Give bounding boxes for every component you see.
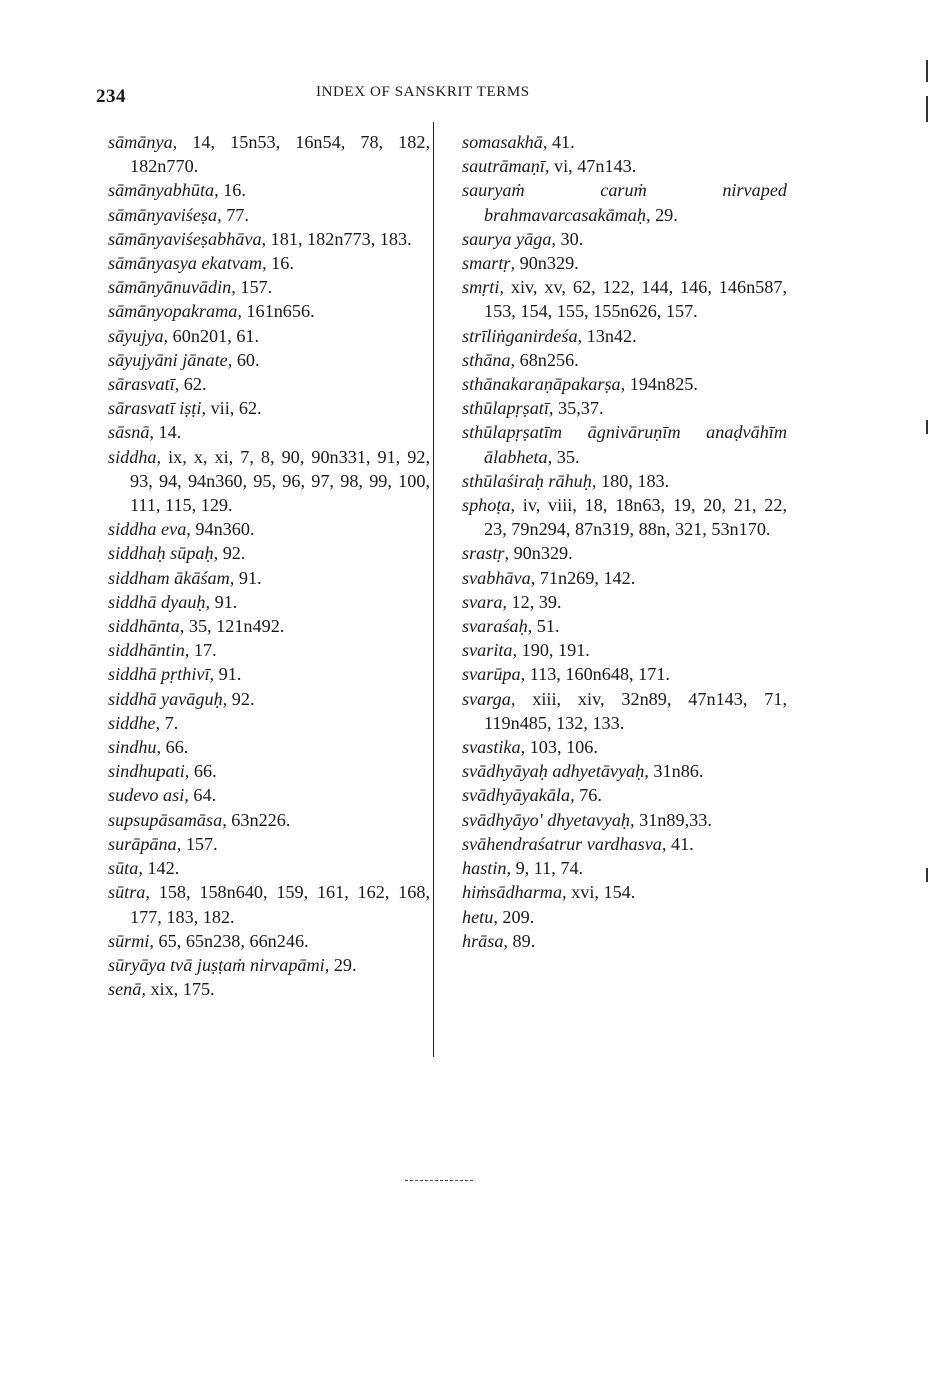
index-term: hastin, bbox=[462, 858, 512, 879]
index-refs: 60n201, 61. bbox=[168, 325, 260, 346]
index-term: sthūlapṛṣatī, bbox=[462, 398, 554, 419]
index-term: sāmānyasya ekatvam, bbox=[108, 253, 267, 274]
index-term: saurya yāga, bbox=[462, 228, 556, 249]
index-term: smṛti, bbox=[462, 277, 504, 298]
index-refs: 158, 158n640, 159, 161, 162, 168, 177, 183, 182. bbox=[130, 882, 430, 927]
index-refs: 14, 15n53, 16n54, 78, 182, 182n770. bbox=[130, 132, 430, 177]
index-refs: 64. bbox=[188, 785, 217, 806]
index-refs: 91. bbox=[234, 567, 262, 588]
index-term: surāpāna, bbox=[108, 833, 182, 854]
page-number: 234 bbox=[96, 86, 126, 107]
index-term: sudevo asi, bbox=[108, 785, 189, 806]
index-refs: 7. bbox=[160, 712, 179, 733]
index-refs: 35, 121n492. bbox=[184, 616, 285, 637]
index-refs: 35. bbox=[552, 446, 580, 467]
index-term: sindhupati, bbox=[108, 761, 190, 782]
index-refs: 14. bbox=[153, 422, 182, 443]
index-refs: 62. bbox=[179, 374, 207, 395]
index-entry bbox=[108, 880, 430, 928]
index-entry bbox=[108, 348, 430, 372]
index-entry bbox=[462, 154, 787, 178]
index-entry bbox=[462, 324, 787, 348]
index-refs: 91. bbox=[214, 664, 242, 685]
index-entry bbox=[108, 662, 430, 686]
index-entry bbox=[108, 566, 430, 590]
index-entry bbox=[108, 711, 430, 735]
index-refs: 71n269, 142. bbox=[535, 567, 636, 588]
index-entry bbox=[108, 783, 430, 807]
index-refs: 190, 191. bbox=[517, 640, 590, 661]
index-term: supsupāsamāsa, bbox=[108, 809, 227, 830]
index-entry bbox=[462, 566, 787, 590]
index-refs: 12, 39. bbox=[506, 591, 562, 612]
index-entry bbox=[108, 735, 430, 759]
index-refs: 66. bbox=[189, 761, 217, 782]
index-refs: 103, 106. bbox=[525, 737, 598, 758]
index-entry bbox=[108, 203, 430, 227]
index-entry bbox=[108, 856, 430, 880]
index-refs: 31n89,33. bbox=[634, 809, 712, 830]
index-term: sindhu, bbox=[108, 737, 162, 758]
index-term: siddham ākāśam, bbox=[108, 567, 235, 588]
index-term: sāmānyabhūta, bbox=[108, 180, 219, 201]
index-term: sūrmi, bbox=[108, 930, 154, 951]
index-refs: ix, x, xi, 7, 8, 90, 90n331, 91, 92, 93, 94, 94n360, 95, 96, 97, 98, 99, 100, 111, 115, 129. bbox=[130, 446, 430, 516]
footer-rule bbox=[405, 1180, 473, 1182]
index-refs: 157. bbox=[235, 277, 273, 298]
index-entry bbox=[462, 638, 787, 662]
scan-edge-mark bbox=[926, 60, 928, 82]
index-term: senā, bbox=[108, 979, 146, 1000]
index-entry bbox=[108, 517, 430, 541]
index-term: siddhāntin, bbox=[108, 640, 190, 661]
index-refs: xiii, xiv, 32n89, 47n143, 71, 119n485, 132, 133. bbox=[484, 688, 787, 733]
index-refs: 16. bbox=[266, 253, 294, 274]
index-entry bbox=[462, 420, 787, 468]
index-entry bbox=[108, 614, 430, 638]
index-term: svādhyāyo' dhyetavyaḥ, bbox=[462, 809, 635, 830]
index-refs: 51. bbox=[532, 616, 560, 637]
index-refs: 92. bbox=[218, 543, 246, 564]
index-refs: 92. bbox=[227, 688, 255, 709]
index-refs: 13n42. bbox=[582, 325, 637, 346]
index-term: sūta, bbox=[108, 858, 143, 879]
index-entry bbox=[462, 275, 787, 323]
index-refs: 60. bbox=[232, 349, 260, 370]
index-term: siddhā dyauḥ, bbox=[108, 591, 211, 612]
scan-edge-mark bbox=[926, 96, 928, 122]
index-refs: 68n256. bbox=[515, 349, 579, 370]
index-term: hiṁsādharma, bbox=[462, 882, 567, 903]
index-entry bbox=[462, 348, 787, 372]
index-term: siddha eva, bbox=[108, 519, 191, 540]
index-entry bbox=[108, 251, 430, 275]
index-term: sautrāmaṇī, bbox=[462, 156, 550, 177]
index-refs: vi, 47n143. bbox=[549, 156, 637, 177]
index-refs: 30. bbox=[555, 228, 584, 249]
index-entry bbox=[462, 662, 787, 686]
index-entry bbox=[462, 469, 787, 493]
index-entry bbox=[462, 856, 787, 880]
index-refs: 31n86. bbox=[648, 761, 704, 782]
index-entry bbox=[108, 372, 430, 396]
index-refs: 29. bbox=[650, 204, 678, 225]
scan-edge-mark bbox=[926, 868, 928, 882]
index-term: svarita, bbox=[462, 640, 518, 661]
index-term: sthānakaraṇāpakarṣa, bbox=[462, 374, 626, 395]
index-entry bbox=[462, 396, 787, 420]
index-entry bbox=[108, 420, 430, 444]
index-term: hetu, bbox=[462, 906, 498, 927]
index-term: sārasvatī iṣṭi, bbox=[108, 398, 207, 419]
index-entry bbox=[462, 687, 787, 735]
index-entry bbox=[108, 324, 430, 348]
index-refs: 90n329. bbox=[509, 543, 573, 564]
index-entry bbox=[462, 493, 787, 541]
index-term: srastṛ, bbox=[462, 543, 510, 564]
index-term: sūryāya tvā juṣṭaṁ nirvapāmi, bbox=[108, 954, 330, 975]
index-entry bbox=[462, 372, 787, 396]
index-refs: iv, viii, 18, 18n63, 19, 20, 21, 22, 23, 79n294, 87n319, 88n, 321, 53n170. bbox=[484, 495, 787, 540]
column-divider bbox=[433, 122, 434, 1057]
index-entry bbox=[462, 808, 787, 832]
index-term: svādhyāyakāla, bbox=[462, 785, 575, 806]
index-refs: 9, 11, 74. bbox=[511, 858, 584, 879]
index-term: sthāna, bbox=[462, 349, 516, 370]
index-term: strīliṅganirdeśa, bbox=[462, 325, 583, 346]
index-entry bbox=[108, 130, 430, 178]
index-refs: vii, 62. bbox=[206, 398, 262, 419]
index-entry bbox=[108, 227, 430, 251]
index-refs: 29. bbox=[329, 954, 357, 975]
index-entry bbox=[108, 178, 430, 202]
index-entry bbox=[462, 227, 787, 251]
index-term: svarūpa, bbox=[462, 664, 526, 685]
index-term: sāmānya, bbox=[108, 132, 178, 152]
index-refs: 113, 160n648, 171. bbox=[525, 664, 670, 685]
index-refs: xiv, xv, 62, 122, 144, 146, 146n587, 153, 154, 155, 155n626, 157. bbox=[484, 277, 787, 322]
index-entry bbox=[462, 905, 787, 929]
index-entry bbox=[108, 541, 430, 565]
index-refs: 63n226. bbox=[226, 809, 291, 830]
index-entry bbox=[462, 251, 787, 275]
index-term: smartṛ, bbox=[462, 253, 516, 274]
index-entry bbox=[462, 735, 787, 759]
index-term: somasakhā, bbox=[462, 132, 548, 152]
index-term: siddhānta, bbox=[108, 616, 185, 637]
index-term: sthūlaśiraḥ rāhuḥ, bbox=[462, 470, 597, 491]
index-entry bbox=[462, 929, 787, 953]
index-refs: 180, 183. bbox=[596, 470, 670, 491]
index-refs: 89. bbox=[507, 930, 536, 951]
index-refs: 77. bbox=[221, 204, 249, 225]
index-entry bbox=[108, 759, 430, 783]
index-term: sauryaṁ caruṁ nirvaped brahmavarcasakāmaḥ, bbox=[462, 180, 787, 225]
index-term: svastika, bbox=[462, 737, 526, 758]
index-refs: 181, 182n773, 183. bbox=[266, 228, 412, 249]
index-entry bbox=[108, 977, 430, 1001]
index-entry bbox=[108, 953, 430, 977]
index-entry bbox=[108, 687, 430, 711]
index-refs: 17. bbox=[189, 640, 217, 661]
index-term: sārasvatī, bbox=[108, 374, 180, 395]
index-term: sāyujyāni jānate, bbox=[108, 349, 233, 370]
index-term: svarga, bbox=[462, 688, 516, 709]
index-term: svaraśaḥ, bbox=[462, 616, 533, 637]
index-entry bbox=[108, 590, 430, 614]
index-term: svāhendraśatrur vardhasva, bbox=[462, 833, 667, 854]
running-title: INDEX OF SANSKRIT TERMS bbox=[316, 84, 530, 100]
index-term: svādhyāyaḥ adhyetāvyaḥ, bbox=[462, 761, 649, 782]
index-refs: 209. bbox=[497, 906, 535, 927]
index-term: sāmānyopakrama, bbox=[108, 301, 242, 322]
index-term: sphoṭa, bbox=[462, 495, 516, 516]
index-refs: 76. bbox=[574, 785, 602, 806]
index-entry bbox=[108, 299, 430, 323]
index-entry bbox=[462, 130, 787, 154]
index-term: sāyujya, bbox=[108, 325, 169, 346]
index-term: siddhā yavāguḥ, bbox=[108, 688, 228, 709]
index-term: hrāsa, bbox=[462, 930, 508, 951]
index-refs: 41. bbox=[666, 833, 694, 854]
index-term: sthūlapṛṣatīm āgnivāruṇīm anaḍvāhīm ālabheta, bbox=[462, 422, 787, 467]
index-entry bbox=[108, 929, 430, 953]
scan-edge-mark bbox=[926, 420, 928, 434]
index-refs: 194n825. bbox=[625, 374, 698, 395]
index-term: sāmānyānuvādin, bbox=[108, 277, 236, 298]
index-refs: 91. bbox=[210, 591, 238, 612]
index-term: siddhaḥ sūpaḥ, bbox=[108, 543, 219, 564]
index-entry bbox=[108, 445, 430, 518]
index-term: siddhe, bbox=[108, 712, 161, 733]
index-refs: 35,37. bbox=[553, 398, 604, 419]
index-entry bbox=[462, 541, 787, 565]
index-entry bbox=[108, 396, 430, 420]
index-refs: xvi, 154. bbox=[566, 882, 636, 903]
index-refs: xix, 175. bbox=[145, 979, 215, 1000]
index-entry bbox=[108, 832, 430, 856]
index-term: sāmānyaviśeṣabhāva, bbox=[108, 228, 267, 249]
index-refs: 90n329. bbox=[515, 253, 579, 274]
index-entry bbox=[462, 783, 787, 807]
index-term: sāsnā, bbox=[108, 422, 154, 443]
index-refs: 66. bbox=[161, 737, 189, 758]
index-refs: 157. bbox=[181, 833, 218, 854]
index-refs: 142. bbox=[142, 858, 180, 879]
index-column-right bbox=[462, 130, 787, 953]
index-entry bbox=[108, 275, 430, 299]
index-term: sūtra, bbox=[108, 882, 150, 903]
index-term: siddhā pṛthivī, bbox=[108, 664, 215, 685]
index-entry bbox=[108, 808, 430, 832]
index-entry bbox=[462, 832, 787, 856]
index-term: siddha, bbox=[108, 446, 162, 467]
index-entry bbox=[462, 759, 787, 783]
index-entry bbox=[462, 614, 787, 638]
index-entry bbox=[462, 590, 787, 614]
index-term: sāmānyaviśeṣa, bbox=[108, 204, 222, 225]
index-term: svara, bbox=[462, 591, 507, 612]
index-column-left bbox=[108, 130, 430, 1001]
index-refs: 16. bbox=[218, 180, 246, 201]
index-refs: 65, 65n238, 66n246. bbox=[153, 930, 309, 951]
index-refs: 161n656. bbox=[241, 301, 315, 322]
index-refs: 94n360. bbox=[190, 519, 255, 540]
index-entry bbox=[462, 880, 787, 904]
index-entry bbox=[108, 638, 430, 662]
index-term: svabhāva, bbox=[462, 567, 536, 588]
index-refs: 41. bbox=[547, 132, 575, 152]
index-entry bbox=[462, 178, 787, 226]
